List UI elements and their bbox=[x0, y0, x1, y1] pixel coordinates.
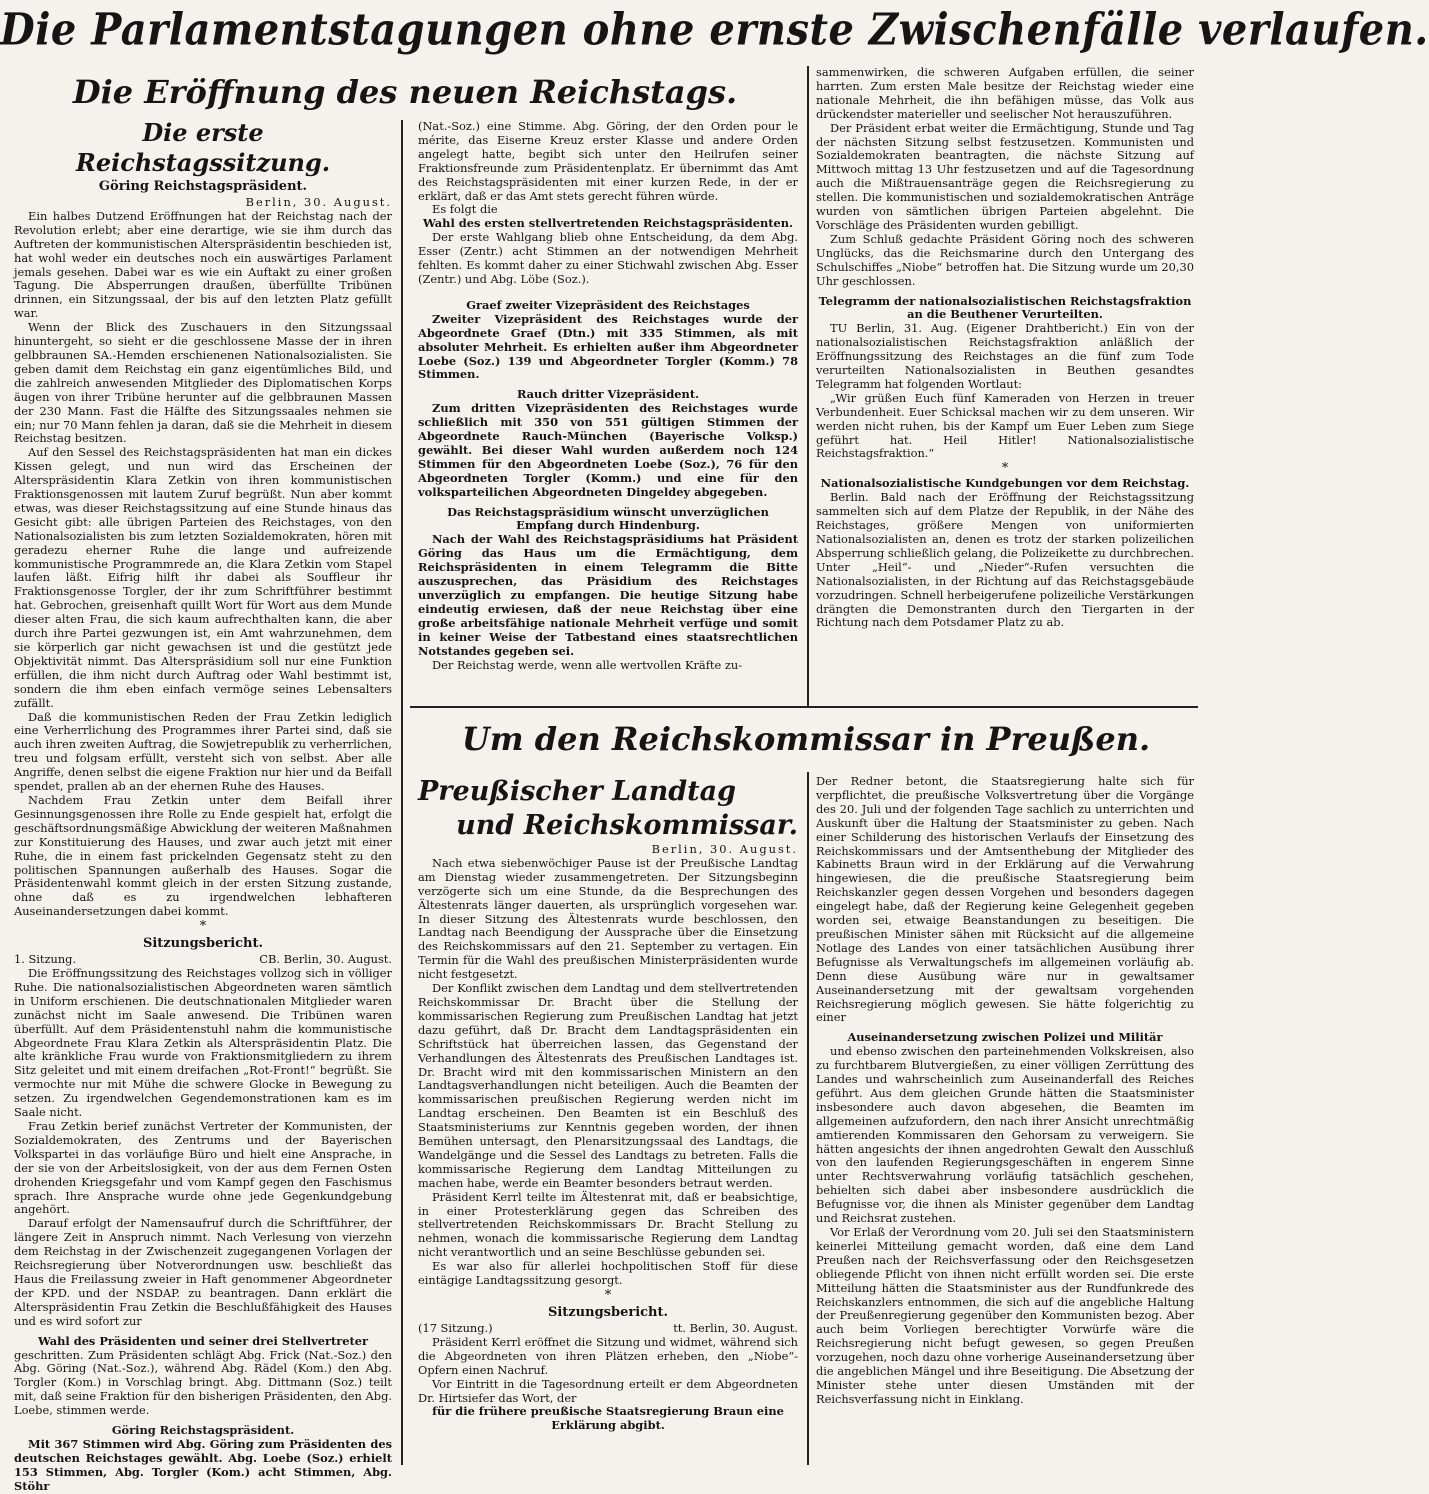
section-heading: Graef zweiter Vizepräsident des Reichstages bbox=[466, 297, 750, 312]
paragraph: Daß die kommunistischen Reden der Frau Zetkin lediglich eine Verherrlichung des Programmes ihrer Partei sind, daß sie auch ihren zweiten Auftrag, die Sowjetrepublik zu verherrlichen, treu und folgsam erfüllt, versteht sich von selbst. Aber alle Angriffe, denen selbst die eigene Fraktion nur hier und da Beifall spendet, prallen ab an der ehernen Ruhe des Hauses. bbox=[14, 709, 392, 794]
column-preussen-left bbox=[418, 775, 798, 1465]
column-reichstag-middle bbox=[418, 120, 798, 700]
section-heading: Rauch dritter Vizepräsident. bbox=[516, 387, 700, 402]
column-divider bbox=[807, 66, 809, 706]
report-header bbox=[14, 953, 392, 967]
article-title: und Reichskommissar. bbox=[456, 810, 798, 841]
paragraph: Auf den Sessel des Reichstagspräsidenten hat man ein dickes Kissen gelegt, und nun wird das Erscheinen der Alterspräsidentin Klara Zetkin von ihren kommunistischen Fraktionsgenossen mit lautem Zuruf begrüßt. Nun aber kommt etwas, was dieser Reichstagssitzung auf eine Stunde hinaus das Gesicht gibt: alle übrigen Parteien des Reichstages, von den Nationalsozialisten bis zum letzten Sozialdemokraten, hören mit geradezu eherner Ruhe die lange und aufreizende kommunistische Programmrede an, die Klara Zetkin vom Stapel laufen läßt. Eifrig hilft ihr dabei als Souffleur ihr Fraktionsgenosse Torgler, der ihr zum Schriftführer bestimmt hat. Gebrochen, greisenhaft quillt Wort für Wort aus dem Munde dieser alten Frau, die sich kaum aufrechthalten kann, die aber durch ihre Partei gezwungen ist, ein Amt wahrzunehmen, dem sie körperlich gar nicht gewachsen ist und die gestützt jede Objektivität nimmt. Das Alterspräsidium soll nur eine Funktion erfüllen, die ihm nicht durch Auftrag oder Wahl bestimmt ist, sondern die ihm eben einfach vermöge seines Lebensalters zufällt. bbox=[14, 445, 392, 710]
column-reichstag-right bbox=[816, 66, 1194, 702]
paragraph: Der erste Wahlgang blieb ohne Entscheidung, da dem Abg. Esser (Zentr.) acht Stimmen an der notwendigen Mehrheit fehlten. Es kommt daher zu einer Stichwahl zwischen Abg. Esser (Zentr.) und Abg. Löbe (Soz.). bbox=[418, 230, 798, 286]
report-session: (17 Sitzung.) bbox=[418, 1321, 493, 1335]
paragraph: und ebenso zwischen den parteinehmenden Volkskreisen, also zu furchtbarem Blutvergießen, zu einer völligen Zerrüttung des Landes und wahrscheinlich zum Auseinanderfall des Reiches geführt. Aus dem gleichen Grunde hätten die Staatsminister insbesondere auch davon abgesehen, die Beamten im allgemeinen aufzufordern, den nach ihrer Ansicht unrechtmäßig amtierenden Kommissaren den Gehorsam zu verweigern. Sie hätten angesichts der ihnen angedrohten Gewalt den Ausschluß von den laufenden Regierungsgeschäften in engerem Sinne unter Rechtsverwahrung vorläufig tatsächlich geschehen, behielten sich dabei aber insbesondere ausdrücklich die Befugnisse vor, die ihnen als Minister gegenüber dem Landtag und Reichsrat zustehen. bbox=[816, 1044, 1194, 1226]
section-heading: Nationalsozialistische Kundgebungen vor dem Reichstag. bbox=[820, 476, 1190, 491]
article-title: Preußischer Landtag bbox=[418, 776, 737, 807]
report-dateline: CB. Berlin, 30. August. bbox=[259, 952, 392, 967]
report-header bbox=[418, 1322, 798, 1336]
paragraph: Vor Erlaß der Verordnung vom 20. Juli sei den Staatsministern keinerlei Mitteilung gemacht worden, daß eine dem Land Preußen nach der Reichsverfassung oder den Reichsgesetzen obliegende Pflicht von ihnen nicht erfüllt worden sei. Die erste Mitteilung hätten die Staatsminister aus der Rundfunkrede des Reichskanzlers entnommen, die sich auf die angebliche Haltung der Preußenregierung gegenüber den Kommunisten bezog. Aber auch beim Vorliegen berechtigter Vorwürfe wäre die Reichsregierung nicht befugt gewesen, so gegen Preußen vorzugehen, noch dazu ohne vorherige Auseinandersetzung über die angeblichen Mängel und ihre Beseitigung. Die Absetzung der Minister stehe unter diesen Umständen mit der Reichsverfassung nicht in Einklang. bbox=[816, 1225, 1194, 1406]
paragraph: Berlin. Bald nach der Eröffnung der Reichstagssitzung sammelten sich auf dem Platze der Republik, in der Nähe des Reichstages, größere Mengen von uniformierten Nationalsozialisten an, denen es trotz der starken polizeilichen Absperrung schließlich gelang, die Polizeikette zu durchbrechen. Unter „Heil“- und „Nieder“-Rufen versuchten die Nationalsozialisten, in der Richtung auf das Reichstagsgebäude vorzudringen. Schnell herbeigerufene polizeiliche Verstärkungen drängten die Demonstranten durch den Tiergarten in der Richtung nach dem Potsdamer Platz zu ab. bbox=[816, 490, 1194, 630]
reichstag-headline: Die Eröffnung des neuen Reichstags. bbox=[72, 73, 738, 111]
paragraph: für die frühere preußische Staatsregierung Braun eine Erklärung abgibt. bbox=[432, 1404, 784, 1433]
paragraph: Nach etwa siebenwöchiger Pause ist der Preußische Landtag am Dienstag wieder zusammengetreten. Der Sitzungsbeginn verzögerte sich um eine Stunde, da die Besprechungen des Ältestenrats länger dauerten, als ursprünglich vorgesehen war. In dieser Sitzung des Ältestenrats wurde beschlossen, den Landtag nach Beendigung der Aussprache über die Einsetzung des Reichskommissars auf den 21. September zu vertagen. Ein Termin für die Wahl des preußischen Ministerpräsidenten wurde nicht festgesetzt. bbox=[418, 855, 798, 982]
paragraph: Präsident Kerrl teilte im Ältestenrat mit, daß er beabsichtige, in einer Protesterklärung gegen das Schreiben des stellvertretenden Reichskommissars Dr. Bracht Stellung zu nehmen, wonach die kommissarische Regierung dem Landtag nicht verantwortlich und an seine Beschlüsse gebunden sei. bbox=[418, 1189, 798, 1260]
paragraph: Darauf erfolgt der Namensaufruf durch die Schriftführer, der längere Zeit in Anspruch nimmt. Nach Verlesung von vierzehn dem Reichstag in der Zwischenzeit zugegangenen Vorlagen der Reichsregierung über Notverordnungen usw. beschließt das Haus die Freilassung zweier in Haft genommener Abgeordneter der KPD. und der NSDAP. zu beantragen. Dann erklärt die Alterspräsidentin Frau Zetkin die Beschlußfähigkeit des Hauses und es wird sofort zur bbox=[14, 1216, 392, 1328]
paragraph: (Nat.-Soz.) eine Stimme. Abg. Göring, der den Orden pour le mérite, das Eiserne Kreuz erster Klasse und andere Orden angelegt hatte, begibt sich unter den Heilrufen seiner Fraktionsfreunde zum Präsidentenplatz. Er übernimmt das Amt des Reichstagspräsidenten mit einer kurzen Rede, in der er erklärt, daß er das Amt stets gerecht führen würde. bbox=[418, 119, 798, 203]
paragraph: Es folgt die bbox=[432, 202, 498, 217]
article-subtitle: Göring Reichstagspräsident. bbox=[98, 179, 308, 194]
paragraph: Wenn der Blick des Zuschauers in den Sitzungssaal hinuntergeht, so sieht er die geschlossene Masse der in ihren gelbbraunen SA.-Hemden erschienenen Nationalsozialisten. Sie geben damit dem Reichstag ein ganz eigentümliches Bild, und die zahlreich anwesenden Mitglieder des Diplomatischen Korps äugen von ihrer Tribüne herunter auf die gelbbraunen Massen der 230 Mann. Fast die Hälfte des Sitzungssaales nehmen sie ein; nur 70 Mann fehlen ja daran, daß sie die Mehrheit in diesem Reichstag besitzen. bbox=[14, 320, 392, 446]
paragraph: Zum Schluß gedachte Präsident Göring noch des schweren Unglücks, das die Reichsmarine durch den Untergang des Schulschiffes „Niobe“ betroffen hat. Die Sitzung wurde um 20,30 Uhr geschlossen. bbox=[816, 231, 1194, 288]
preussen-headline: Um den Reichskommissar in Preußen. bbox=[461, 720, 1151, 758]
section-heading: Das Reichstagspräsidium wünscht unverzüglichen Empfang durch Hindenburg. bbox=[447, 504, 769, 533]
paragraph: Es war also für allerlei hochpolitischen Stoff für diese eintägige Landtagssitzung gesorgt. bbox=[418, 1259, 798, 1288]
column-preussen-right bbox=[816, 775, 1194, 1465]
paragraph: Nachdem Frau Zetkin unter dem Beifall ihrer Gesinnungsgenossen ihre Rolle zu Ende gespielt hat, erfolgt die geschäftsordnungsmäßige Abwicklung der weiteren Maßnahmen zur Konstituierung des Hauses, und zwar auch jetzt mit einer Ruhe, die in einem fast prickelnden Gegensatz steht zu den politischen Spannungen außerhalb des Hauses. Sogar die Präsidentenwahl kommt gleich in der ersten Sitzung zustande, ohne daß es zu irgendwelchen lebhafteren Auseinandersetzungen dabei kommt. bbox=[14, 792, 392, 919]
paragraph: Nach der Wahl des Reichstagspräsidiums hat Präsident Göring das Haus um die Ermächtigung, dem Reichspräsidenten in einem Telegramm die Bitte auszusprechen, das Präsidium des Reichstages unverzüglich zu empfangen. Die heutige Sitzung habe eindeutig erwiesen, daß der neue Reichstag über eine große arbeitsfähige nationale Mehrheit verfüge und somit in keiner Weise der Tatbestand eines staatsrechtlichen Notstandes gegeben sei. bbox=[418, 532, 798, 658]
paragraph: Vor Eintritt in die Tagesordnung erteilt er dem Abgeordneten Dr. Hirtsiefer das Wort, der bbox=[418, 1376, 798, 1405]
section-heading: Wahl des ersten stellvertretenden Reichstagspräsidenten. bbox=[423, 216, 793, 231]
paragraph: Präsident Kerrl eröffnet die Sitzung und widmet, während sich die Abgeordneten von ihren Plätzen erheben, den „Niobe“-Opfern einen Nachruf. bbox=[418, 1334, 798, 1377]
section-heading: Auseinandersetzung zwischen Polizei und Militär bbox=[847, 1030, 1163, 1045]
paragraph: Der Redner betont, die Staatsregierung halte sich für verpflichtet, die preußische Volksvertretung über die Vorgänge des 20. Juli und der folgenden Tage sachlich zu unterrichten und Auskunft über die Haltung der Staatsminister zu geben. Nach einer Schilderung des historischen Verlaufs der Einsetzung des Reichskommissars und der Amtsenthebung der Mitglieder des Kabinetts Braun wird in der Erklärung auf die Verwahrung hingewiesen, die die preußische Staatsregierung beim Reichskanzler gegen dessen Vorgehen und besonders dagegen eingelegt habe, daß der Regierung keine Gelegenheit gegeben worden sei, etwaige Beanstandungen zu beseitigen. Die preußischen Minister sähen mit Rücksicht auf die allgemeine Notlage des Landes von einer tatsächlichen Ausübung ihrer Befugnisse als Verwaltungschefs im allgemeinen vorläufig ab. Denn diese Ausübung wäre nur in gewaltsamer Auseinandersetzung mit der gewaltsam vorgehenden Reichsregierung möglich gewesen. Sie hätte folgerichtig zu einer bbox=[816, 774, 1194, 1025]
divider-line bbox=[410, 706, 1198, 708]
article-title: Die erste Reichstagssitzung. bbox=[75, 118, 331, 177]
section-heading: Sitzungsbericht. bbox=[142, 936, 264, 952]
paragraph: Die Eröffnungssitzung des Reichstages vollzog sich in völliger Ruhe. Die nationalsozialistischen Abgeordneten waren sämtlich in Uniform erschienen. Die deutschnationalen Mitglieder waren zunächst nicht im Saale anwesend. Die Tribünen waren überfüllt. Auf dem Präsidentenstuhl nahm die kommunistische Abgeordnete Frau Klara Zetkin als Alterspräsidentin Platz. Die alte kränkliche Frau wurde von Fraktionsmitgliedern zu ihrem Sitz geleitet und mit einem dreifachen „Rot-Front!“ begrüßt. Sie vermochte nur mit Mühe die schwere Glocke in Bewegung zu setzen. Zu irgendwelchen Gegendemonstrationen kam es im Saale nicht. bbox=[14, 966, 392, 1120]
column-divider bbox=[401, 120, 403, 1465]
paragraph: Mit 367 Stimmen wird Abg. Göring zum Präsidenten des deutschen Reichstages gewählt. Abg. Loebe (Soz.) erhielt 153 Stimmen, Abg. Torgler (Kom.) acht Stimmen, Abg. Stöhr bbox=[14, 1436, 392, 1493]
dateline: Berlin, 30. August. bbox=[245, 195, 392, 209]
paragraph: sammenwirken, die schweren Aufgaben erfüllen, die seiner harrten. Zum ersten Male besitze der Reichstag wieder eine nationale Mehrheit, die ihn befähigen müsse, das Volk aus drückendster materieller und seelischer Not herauszuführen. bbox=[816, 65, 1194, 121]
paragraph: Der Reichstag werde, wenn alle wertvollen Kräfte zu- bbox=[432, 657, 743, 672]
section-heading: Telegramm der nationalsozialistischen Reichstagsfraktion an die Beuthener Verurteilten. bbox=[818, 293, 1192, 322]
section-heading: Sitzungsbericht. bbox=[547, 1305, 669, 1320]
separator-star: * bbox=[604, 1288, 612, 1303]
paragraph: geschritten. Zum Präsidenten schlägt Abg. Frick (Nat.-Soz.) den Abg. Göring (Nat.-Soz.), während Abg. Rädel (Kom.) den Abg. Torgler (Kom.) in Vorschlag bringt. Abg. Dittmann (Soz.) teilt mit, daß seine Fraktion für den bisherigen Präsidenten, den Abg. Loebe, stimmen werde. bbox=[14, 1347, 392, 1418]
report-session: 1. Sitzung. bbox=[14, 952, 77, 967]
section-heading: Wahl des Präsidenten und seiner drei Stellvertreter bbox=[37, 1333, 369, 1348]
section-heading: Göring Reichstagspräsident. bbox=[111, 1423, 295, 1438]
report-dateline: tt. Berlin, 30. August. bbox=[673, 1321, 798, 1335]
quote: „Wir grüßen Euch fünf Kameraden von Herzen in treuer Verbundenheit. Euer Schicksal machen wir zu dem unseren. Wir werden nicht ruhen, bis der Kampf um Euer Leben zum Siege geführt hat. Heil Hitler! Nationalsozialistische Reichstagsfraktion.“ bbox=[816, 390, 1194, 461]
paragraph: TU Berlin, 31. Aug. (Eigener Drahtbericht.) Ein von der nationalsozialistischen Reichstagsfraktion anläßlich der Eröffnungssitzung des Reichstages an die fünf zum Tode verurteilten Nationalsozialisten in Beuthen gesandtes Telegramm hat folgenden Wortlaut: bbox=[816, 321, 1194, 391]
paragraph: Der Konflikt zwischen dem Landtag und dem stellvertretenden Reichskommissar Dr. Bracht über die Stellung der kommissarischen Regierung zum Preußischen Landtag hat jetzt dazu geführt, daß Dr. Bracht dem Landtagspräsidenten ein Schriftstück hat überreichen lassen, das Gegenstand der Verhandlungen des Ältestenrats des Preußischen Landtages ist. Dr. Bracht wird mit den kommissarischen Ministern an den Landtagsverhandlungen nicht beteiligen. Auch die Beamten der kommissarischen preußischen Regierung werden nicht im Landtag erscheinen. Den Beamten ist ein Beschluß des Staatsministeriums zur Kenntnis gegeben worden, der ihnen Bemühen untersagt, den Plenarsitzungssaal des Landtags, die Wandelgänge und die Sessel des Landtags zu betreten. Falls die kommissarische Regierung dem Landtag Mitteilungen zu machen habe, werde ein Beamter besonders betraut werden. bbox=[418, 981, 798, 1190]
separator-star: * bbox=[199, 919, 207, 935]
dateline: Berlin, 30. August. bbox=[651, 842, 798, 856]
paragraph: Ein halbes Dutzend Eröffnungen hat der Reichstag nach der Revolution erlebt; aber eine derartige, wie sie ihm durch das Auftreten der kommunistischen Alterspräsidentin beschieden ist, hat wohl weder ein deutsches noch ein auswärtiges Parlament jemals gesehen. Dabei war es wie ein Auftakt zu einer großen Tagung. Die Absperrungen draußen, überfüllte Tribünen drinnen, ein Sitzungssaal, der bis auf den letzten Platz gefüllt war. bbox=[14, 208, 392, 321]
paragraph: Zweiter Vizepräsident des Reichstages wurde der Abgeordnete Graef (Dtn.) mit 335 Stimmen, als mit absoluter Mehrheit. Es erhielten außer ihm Abgeordneter Loebe (Soz.) 139 und Abgeordneter Torgler (Komm.) 78 Stimmen. bbox=[418, 311, 798, 382]
paragraph: Zum dritten Vizepräsidenten des Reichstages wurde schließlich mit 350 von 551 gültigen Stimmen der Abgeordnete Rauch-München (Bayerische Volksp.) gewählt. Bei dieser Wahl wurden außerdem noch 124 Stimmen für den Abgeordneten Loebe (Soz.), 76 für den Abgeordneten Torgler (Komm.) und eine für den volksparteilichen Abgeordneten Dingeldey abgegeben. bbox=[418, 401, 798, 499]
paragraph: Der Präsident erbat weiter die Ermächtigung, Stunde und Tag der nächsten Sitzung selbst festzusetzen. Kommunisten und Sozialdemokraten beantragten, die nächste Sitzung auf Mittwoch mittag 13 Uhr festzusetzen und auf die Tagesordnung auch die Mißtrauensanträge gegen die Reichsregierung zu stellen. Die kommunistischen und sozialdemokratischen Anträge wurden von sämtlichen übrigen Parteien abgelehnt. Die Vorschläge des Präsidenten wurden gebilligt. bbox=[816, 120, 1194, 232]
separator-star: * bbox=[1001, 461, 1009, 477]
column-divider bbox=[807, 772, 809, 1465]
main-headline: Die Parlamentstagungen ohne ernste Zwischenfälle verlaufen. bbox=[0, 3, 1429, 56]
paragraph: Frau Zetkin berief zunächst Vertreter der Kommunisten, der Sozialdemokraten, des Zentrums und der Bayerischen Volkspartei in das vorläufige Büro und hielt eine Ansprache, in der sie von der Arbeitslosigkeit, von der aus dem Fernen Osten drohenden Kriegsgefahr und vom Kampf gegen den Faschismus sprach. Ihre Ansprache wurde ohne jede Gegenkundgebung angehört. bbox=[14, 1119, 392, 1217]
column-reichstag-left bbox=[14, 118, 392, 1493]
